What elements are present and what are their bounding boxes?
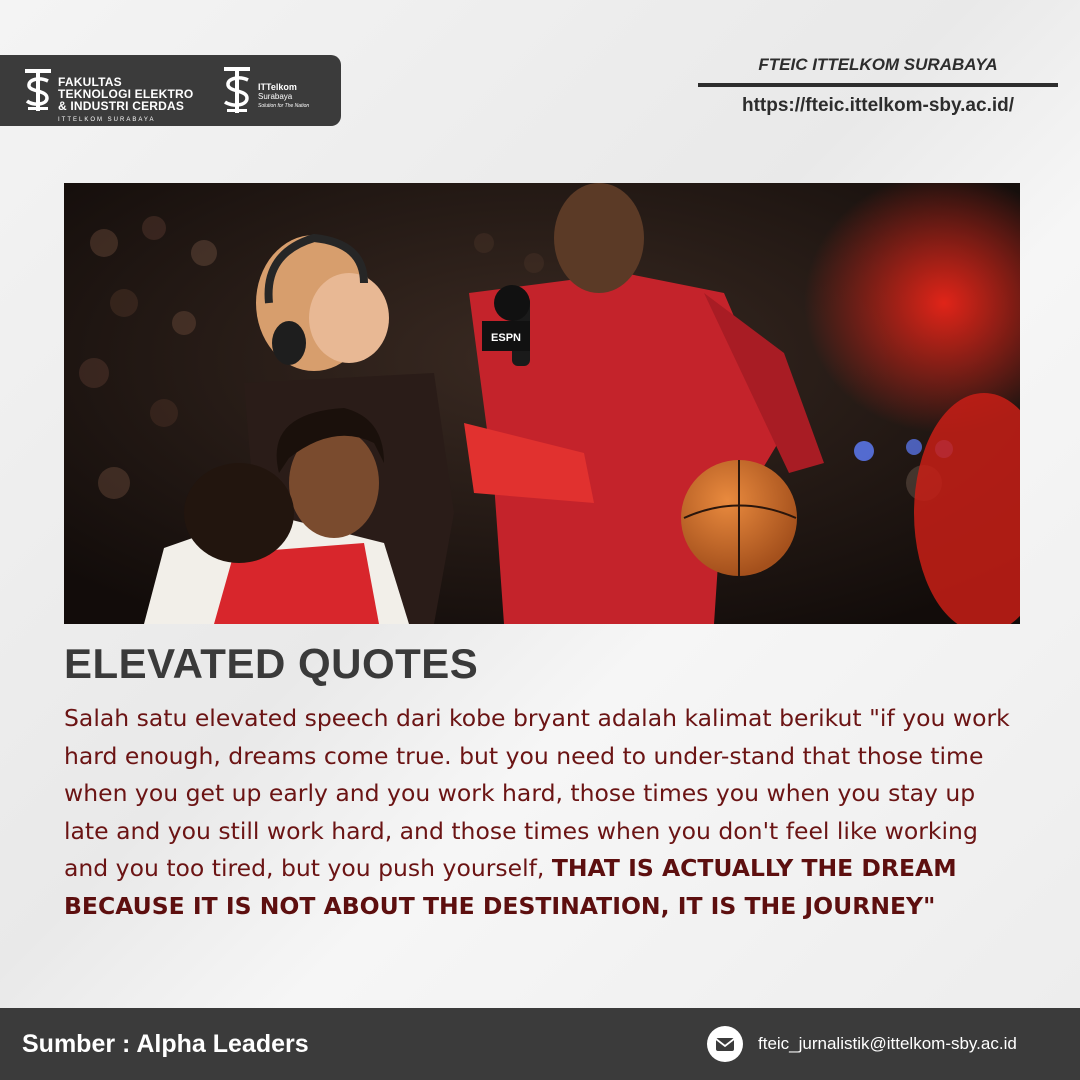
article-body-regular: Salah satu elevated speech dari kobe bryant adalah kalimat berikut "if you work hard enough, dreams come true. but you need to under-stand that those time when you get up early and you work hard, those times you when you stay up late and you still work hard, and those times when you don't feel like working and you too tired, but you push yourself, [64, 704, 1010, 882]
article-photo [64, 183, 1020, 624]
svg-text:ESPN: ESPN [491, 332, 521, 344]
photo-illustration [64, 183, 1020, 624]
site-divider [698, 83, 1058, 87]
contact-email[interactable]: fteic_jurnalistik@ittelkom-sby.ac.id [758, 1034, 1017, 1053]
article-title: ELEVATED QUOTES [64, 640, 479, 687]
institute-logo-mark [220, 65, 254, 115]
faculty-logo [22, 67, 202, 123]
institute-logo-text: ITTelkom Surabaya Solution for The Nation [258, 82, 310, 109]
site-url-link[interactable]: https://fteic.ittelkom-sby.ac.id/ [741, 95, 1015, 116]
logo-bar [0, 55, 341, 126]
article-body-emphasis: THAT IS ACTUALLY THE DREAM BECAUSE IT IS NOT ABOUT THE DESTINATION, IT IS THE JOURNEY" [64, 854, 957, 920]
footer-bar [0, 1008, 1080, 1080]
institute-logo [220, 65, 330, 115]
mail-icon [707, 1026, 743, 1062]
site-name: FTEIC ITTELKOM SURABAYA [758, 55, 998, 74]
faculty-logo-text: FAKULTAS TEKNOLOGI ELEKTRO & INDUSTRI CERDAS ITTELKOM SURABAYA [58, 75, 194, 123]
article-body [64, 700, 1024, 925]
faculty-logo-mark [22, 67, 54, 113]
source-credit: Sumber : Alpha Leaders [22, 1030, 309, 1058]
